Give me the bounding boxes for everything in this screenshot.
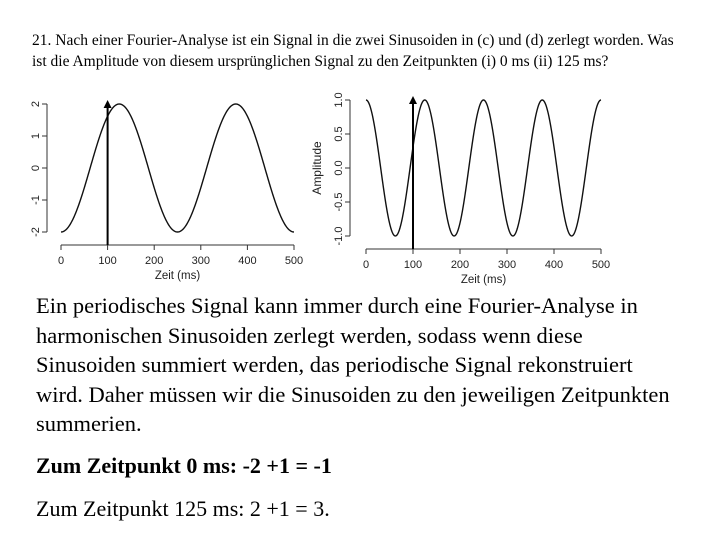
explanation-text: Ein periodisches Signal kann immer durch eine Fourier-Analyse in harmonischen Sinusoiden zerlegt werden, sodass wenn diese Sinusoiden summiert werden, das periodische Signal rekonstruiert wird. Daher müssen wir die Sinusoiden zu den jeweiligen Zeitpunkten summerien. bbox=[36, 293, 670, 436]
chart1-y-tick-label: 0 bbox=[30, 164, 42, 172]
chart2-x-tick-label: 100 bbox=[403, 259, 423, 271]
chart1-x-tick-label: 500 bbox=[284, 255, 304, 267]
answer-125ms: Zum Zeitpunkt 125 ms: 2 +1 = 3. bbox=[36, 496, 330, 521]
chart1-x-tick-label: 300 bbox=[191, 255, 210, 267]
chart1-y-tick-label: -1 bbox=[30, 195, 42, 205]
chart1-marker-arrowhead bbox=[104, 100, 112, 108]
chart2-y-label: Amplitude bbox=[310, 141, 324, 195]
chart1-x-tick-label: 0 bbox=[57, 255, 65, 267]
answer-0ms: Zum Zeitpunkt 0 ms: -2 +1 = -1 bbox=[36, 453, 332, 478]
chart1-x-label: Zeit (ms) bbox=[154, 270, 201, 282]
chart1-x-tick-label: 100 bbox=[98, 255, 117, 267]
chart2-x-label: Zeit (ms) bbox=[460, 274, 507, 286]
chart1-x-tick-label: 200 bbox=[145, 255, 164, 267]
chart2-y-tick-label: 0.5 bbox=[333, 126, 345, 142]
chart1-y-tick-label: 2 bbox=[30, 100, 42, 108]
chart2-x-tick-label: 400 bbox=[544, 259, 564, 271]
chart1-x-tick-label: 400 bbox=[238, 255, 257, 267]
chart2-y-tick-label: -0.5 bbox=[333, 192, 345, 212]
chart2-x-tick-label: 300 bbox=[497, 259, 517, 271]
chart2-y-tick-label: 1.0 bbox=[333, 92, 345, 108]
chart1-sinusoid-curve bbox=[61, 104, 294, 232]
chart2-x-tick-label: 0 bbox=[362, 259, 370, 271]
chart2-x-tick-label: 500 bbox=[591, 259, 611, 271]
chart2-y-tick-label: 0.0 bbox=[333, 160, 345, 176]
chart1-y-tick-label: -2 bbox=[30, 227, 42, 237]
chart2-y-tick-label: -1.0 bbox=[333, 226, 345, 246]
chart2-x-tick-label: 200 bbox=[450, 259, 470, 271]
chart2-marker-arrowhead bbox=[409, 96, 417, 104]
chart1-y-tick-label: 1 bbox=[30, 132, 42, 140]
question-text: 21. Nach einer Fourier-Analyse ist ein Signal in die zwei Sinusoiden in (c) und (d) zerlegt worden. Was ist die Amplitude von diesem ursprünglichen Signal zu den Zeitpunkten (i) 0 ms (ii) 125 ms? bbox=[32, 32, 674, 70]
chart2-sinusoid-curve bbox=[366, 100, 601, 236]
